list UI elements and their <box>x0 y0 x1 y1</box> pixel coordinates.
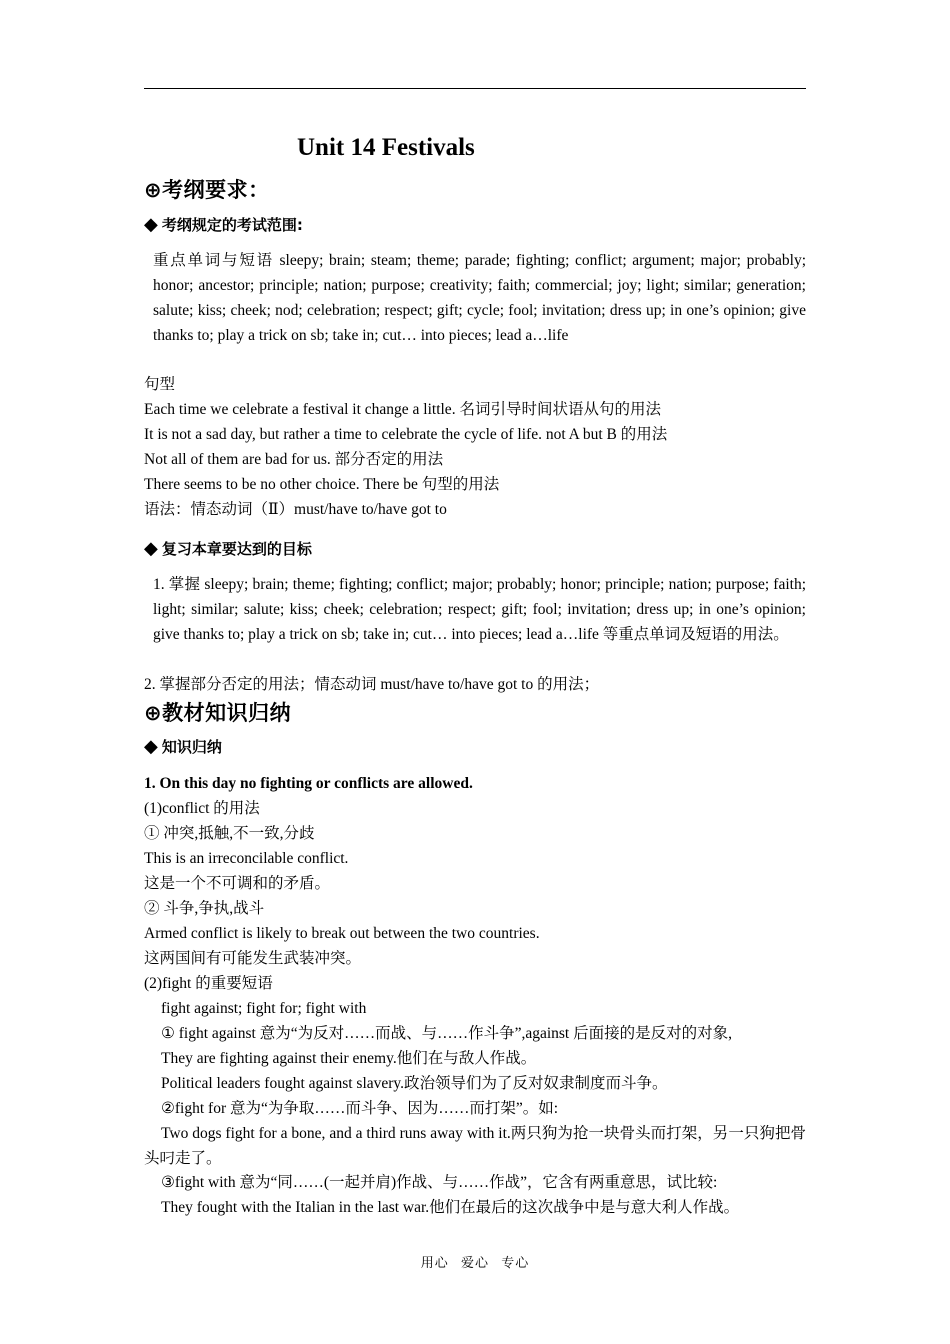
footer-word: 专心 <box>501 1255 530 1270</box>
goal-1: 1. 掌握 sleepy; brain; theme; fighting; conflict; major; probably; honor; principle; nation; purpose; faith; light; similar; salute; kiss; cheek; celebration; respect; gift; fool; invitation; dress up; in one’s opinion; give thanks to; play a trick on sb; take in; cut… into pieces; lead a…life 等重点单词及短语的用法。 <box>153 576 806 643</box>
fight-line: Political leaders fought against slavery.政治领导们为了反对奴隶制度而斗争。 <box>161 1075 668 1092</box>
subheading-goals <box>144 538 312 559</box>
fight-line: fight against; fight for; fight with <box>161 1000 367 1017</box>
fight-with-line: ③fight with 意为“同……(一起并肩)作战、与……作战”，它含有两重意思，试比较: <box>161 1174 718 1191</box>
subheading-knowledge <box>144 736 222 757</box>
footer-word: 爱心 <box>460 1255 489 1270</box>
text-line: ① 冲突,抵触,不一致,分歧 <box>144 825 315 842</box>
fight-line: ②fight for 意为“为争取……而斗争、因为……而打架”。如: <box>161 1100 559 1117</box>
sentence-line: There seems to be no other choice. There be 句型的用法 <box>144 476 500 493</box>
sentence-line: It is not a sad day, but rather a time to celebrate the cycle of life. not A but B 的用法 <box>144 426 668 443</box>
section-heading-kaogang: ⊕考纲要求： <box>144 178 270 202</box>
goals-heading-text: 复习本章要达到的目标 <box>161 540 312 558</box>
diamond-icon: ◆ <box>144 736 158 757</box>
text-line: (1)conflict 的用法 <box>144 800 260 817</box>
text-line: This is an irreconcilable conflict. <box>144 850 349 867</box>
footer-word: 用心 <box>420 1255 449 1270</box>
diamond-icon: ◆ <box>144 214 158 235</box>
sentence-line: Each time we celebrate a festival it change a little. 名词引导时间状语从句的用法 <box>144 401 661 418</box>
sentence-line: Not all of them are bad for us. 部分否定的用法 <box>144 451 444 468</box>
words-paragraph: 重点单词与短语 sleepy; brain; steam; theme; parade; fighting; conflict; argument; major; probably; honor; ancestor; principle; nation; purpose; creativity; faith; commercial; joy; light; similar; generation; salute; kiss; cheek; nod; celebration; respect; gift; cycle; fool; invitation; dress up; in one’s opinion; give thanks to; play a trick on sb; take in; cut… into pieces; lead a…life <box>153 252 806 344</box>
grammar-line: 语法：情态动词（Ⅱ）must/have to/have got to <box>144 501 447 518</box>
text-line: 这两国间有可能发生武装冲突。 <box>144 950 362 967</box>
goal-2: 2. 掌握部分否定的用法；情态动词 must/have to/have got to 的用法； <box>144 676 600 693</box>
knowledge-heading-text: 知识归纳 <box>161 738 222 756</box>
sentence-label: 句型 <box>144 376 176 393</box>
fight-line: They are fighting against their enemy.他们在与敌人作战。 <box>161 1050 537 1067</box>
section-heading-textbook: ⊕教材知识归纳 <box>144 701 292 725</box>
subheading-range <box>144 214 303 235</box>
diamond-icon: ◆ <box>144 538 158 559</box>
point-1-heading: 1. On this day no fighting or conflicts are allowed. <box>144 775 473 792</box>
header-rule <box>144 88 806 89</box>
text-line: 这是一个不可调和的矛盾。 <box>144 875 331 892</box>
range-heading-text: 考纲规定的考试范围: <box>161 216 303 234</box>
dogs-example: Two dogs fight for a bone, and a third runs away with it.两只狗为抢一块骨头而打架，另一只狗把骨头叼走了。 <box>144 1125 806 1167</box>
text-line: Armed conflict is likely to break out between the two countries. <box>144 925 540 942</box>
fight-line: ① fight against 意为“为反对……而战、与……作斗争”,against 后面接的是反对的对象, <box>161 1025 732 1042</box>
italian-example: They fought with the Italian in the last war.他们在最后的这次战争中是与意大利人作战。 <box>161 1199 740 1216</box>
text-line: (2)fight 的重要短语 <box>144 975 273 992</box>
page-title: Unit 14 Festivals <box>297 134 475 161</box>
page-footer <box>0 1252 950 1271</box>
text-line: ② 斗争,争执,战斗 <box>144 900 265 917</box>
